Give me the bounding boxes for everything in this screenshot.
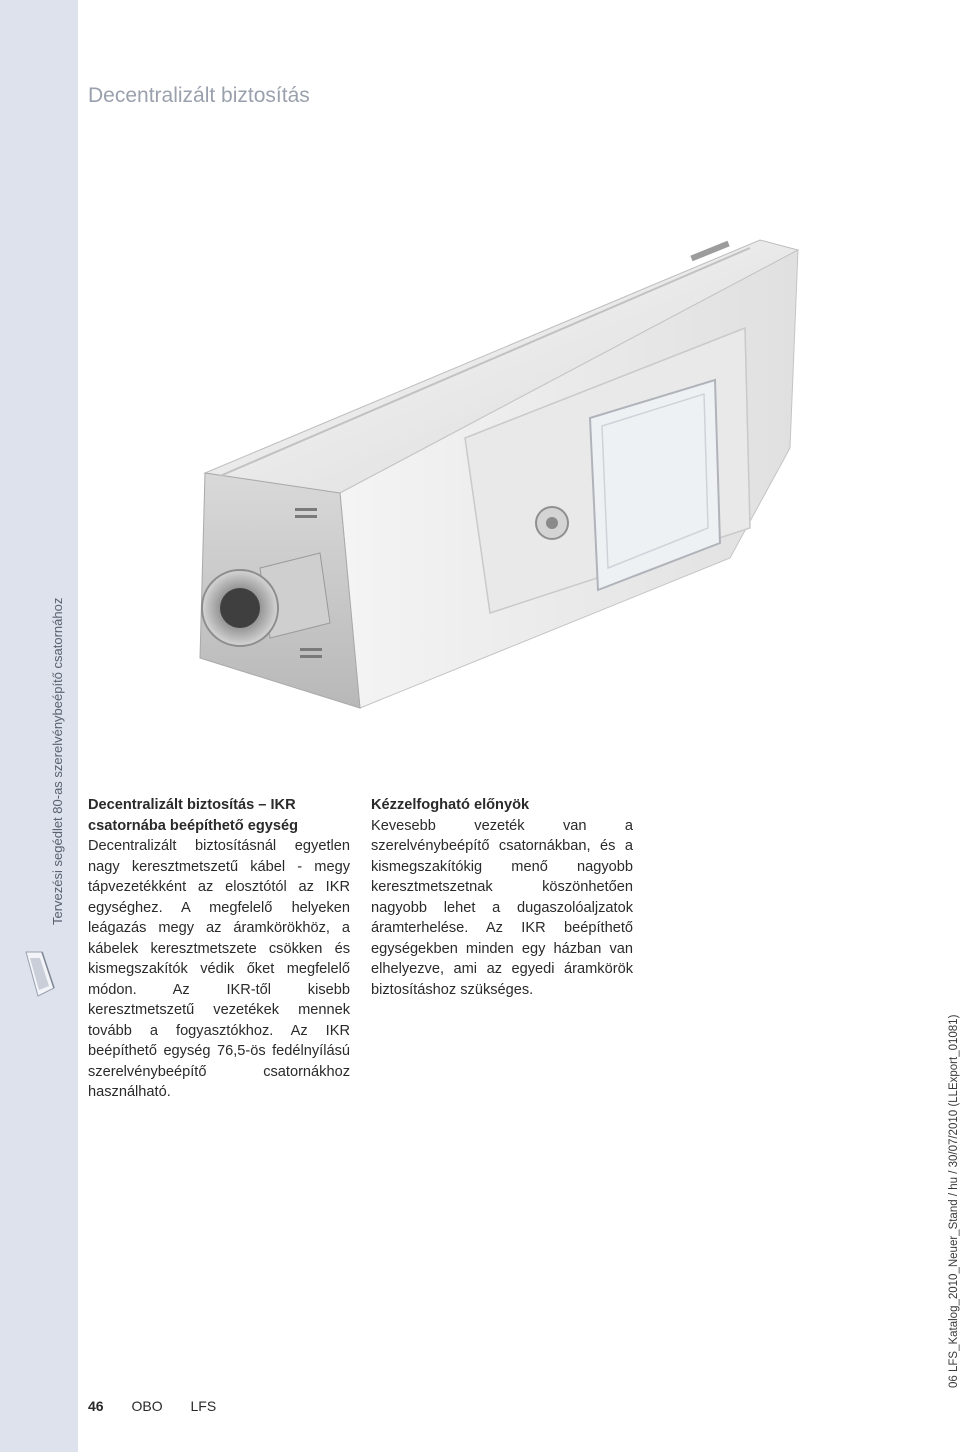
channel-profile-icon bbox=[22, 948, 58, 1005]
right-column bbox=[371, 795, 633, 1000]
right-margin-text: 06 LFS_Katalog_2010_Neuer_Stand / hu / 30/07/2010 (LLExport_01081) bbox=[948, 1014, 960, 1388]
page-title: Decentralizált biztosítás bbox=[88, 84, 310, 107]
ikr-fuse-unit-image bbox=[190, 228, 830, 733]
sidebar bbox=[0, 0, 78, 1452]
left-body: Decentralizált biztosításnál egyetlen nagy keresztmetszetű kábel - megy tápvezetékként az elosztótól az IKR egységhez. A megfelelő helyeken leágazás megy az áramkörökhöz, a kábelek keresztmetszete csökken és kismegszakítók védik őket megfelelő módon. Az IKR-től kisebb keresztmetszetű vezetékek mennek tovább a fogyasztókhoz. Az IKR beépíthető egység 76,5-ös fedélnyílású szerelvénybeépítő csatornákhoz használható. bbox=[88, 838, 350, 1100]
left-heading bbox=[88, 795, 350, 836]
right-heading: Kézzelfogható előnyök bbox=[371, 797, 530, 813]
right-body: Kevesebb vezeték van a szerelvénybeépítő csatornákban, és a kismegszakítókig menő nagyobb keresztmetszetnak köszönhetően nagyobb lehet a dugaszolóaljzatok áramterhelése. Az IKR beépíthető egységekben minden egy házban van elhelyezve, ami az egyedi áramkörök biztosításhoz szükséges. bbox=[371, 817, 633, 998]
page-number: 46 bbox=[88, 1398, 104, 1414]
left-heading-line1: Decentralizált biztosítás – IKR bbox=[88, 797, 296, 813]
footer-brand: OBO bbox=[131, 1398, 163, 1414]
footer-product-line: LFS bbox=[190, 1398, 217, 1414]
left-column bbox=[88, 795, 350, 1103]
footer bbox=[88, 1398, 240, 1414]
sidebar-vertical-text: Tervezési segédlet 80-as szerelvénybeépítő csatornához bbox=[50, 597, 65, 925]
left-heading-line2: csatornába beépíthető egység bbox=[88, 817, 299, 834]
